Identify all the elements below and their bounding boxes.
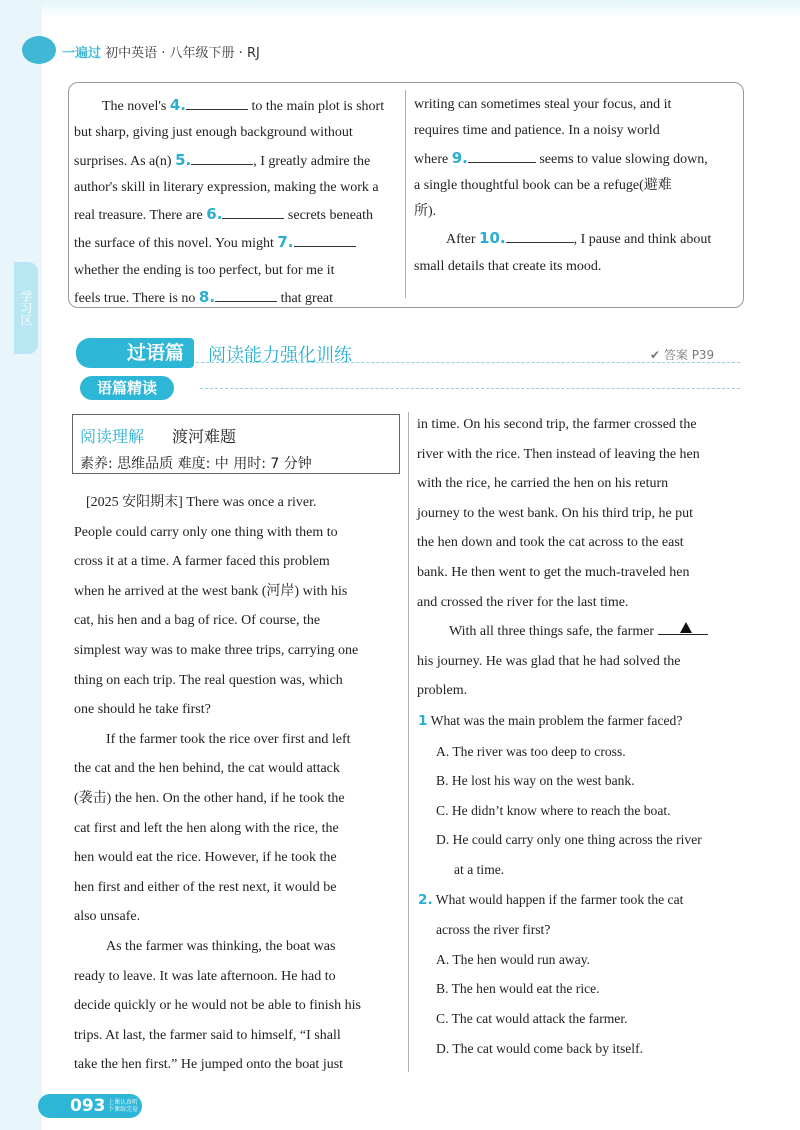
page-header bbox=[62, 42, 260, 61]
passage-line: the hen down and took the cat across to the east bbox=[417, 535, 684, 551]
page-number: 093 bbox=[70, 1096, 106, 1116]
passage-line: bank. He then went to get the much-traveled hen bbox=[417, 564, 690, 580]
passage-line: when he arrived at the west bank (河岸) with his bbox=[74, 583, 348, 599]
option[interactable]: A. The river was too deep to cross. bbox=[436, 743, 626, 759]
passage-line: (袭击) the hen. On the other hand, if he took the bbox=[74, 790, 345, 806]
passage-column-divider bbox=[408, 412, 409, 1072]
blank-7[interactable] bbox=[294, 232, 356, 247]
option[interactable]: B. The hen would eat the rice. bbox=[436, 981, 600, 997]
passage-line: journey to the west bank. On his third trip, he put bbox=[417, 505, 694, 521]
option[interactable]: C. He didn’t know where to reach the boat. bbox=[436, 802, 671, 818]
passage-line: in time. On his second trip, the farmer crossed the bbox=[417, 417, 697, 432]
header-title: 初中英语 · 八年级下册 · RJ bbox=[105, 46, 260, 61]
top-wave-decoration bbox=[0, 0, 800, 18]
passage-line: river with the rice. Then instead of leaving the hen bbox=[417, 446, 700, 462]
option-continuation: at a time. bbox=[454, 861, 505, 877]
question-meta: 素养: 思维品质 难度: 中 用时: 7 分钟 bbox=[80, 456, 312, 472]
cloze-left-column bbox=[74, 92, 398, 312]
passage-line: cat, his hen and a bag of rice. Of course, the bbox=[74, 613, 321, 629]
text-line: but sharp, giving just enough background without bbox=[74, 125, 353, 141]
mascot-icon bbox=[22, 36, 56, 64]
option[interactable]: D. He could carry only one thing across the river bbox=[436, 832, 702, 848]
blank-8[interactable] bbox=[215, 287, 277, 302]
option[interactable]: A. The hen would run away. bbox=[436, 951, 591, 967]
text-line: The novel's 4. to the main plot is short bbox=[102, 96, 385, 114]
cloze-right-column bbox=[414, 92, 738, 280]
text-line: surprises. As a(n) 5. , I greatly admire the bbox=[74, 150, 371, 169]
text-line: writing can sometimes steal your focus, and it bbox=[414, 97, 672, 112]
triangle-icon bbox=[680, 622, 692, 633]
option[interactable]: C. The cat would attack the farmer. bbox=[436, 1010, 628, 1026]
blank-10[interactable] bbox=[506, 228, 574, 243]
passage-line: with the rice, he carried the hen on his return bbox=[417, 476, 669, 492]
passage-line: and crossed the river for the last time. bbox=[417, 594, 629, 610]
blank-5[interactable] bbox=[191, 150, 253, 165]
passage-line: take the hen first.” He jumped onto the boat just bbox=[74, 1057, 344, 1073]
passage-line: one should he take first? bbox=[74, 702, 211, 718]
passage-line: [2025 安阳期末] There was once a river. bbox=[86, 495, 317, 510]
column-divider bbox=[405, 90, 406, 298]
sub-section-banner: 语篇精读 bbox=[80, 376, 174, 400]
text-line: requires time and patience. In a noisy world bbox=[414, 123, 660, 139]
section-banner: 过语篇 bbox=[76, 338, 194, 368]
passage-left-column bbox=[74, 488, 402, 1080]
passage-line: his journey. He was glad that he had solved the bbox=[417, 653, 681, 669]
passage-line: As the farmer was thinking, the boat was bbox=[106, 938, 336, 954]
answer-reference: ✔ 答案 P39 bbox=[650, 348, 715, 362]
passage-line: ready to leave. It was late afternoon. He had to bbox=[74, 968, 336, 984]
question-2: 2. What would happen if the farmer took the cat bbox=[418, 891, 684, 908]
text-line: feels true. There is no 8. that great bbox=[74, 288, 334, 307]
text-line: small details that create its mood. bbox=[414, 258, 602, 274]
text-line: author's skill in literary expression, making the work a bbox=[74, 179, 379, 195]
passage-line: thing on each trip. The real question was, which bbox=[74, 672, 343, 688]
text-line: the surface of this novel. You might 7. bbox=[74, 229, 398, 257]
passage-right-column bbox=[417, 410, 747, 706]
sub-banner-dashed-line bbox=[200, 388, 740, 390]
text-line: whether the ending is too perfect, but for me it bbox=[74, 262, 335, 278]
passage-line: also unsafe. bbox=[74, 909, 141, 925]
passage-line: the cat and the hen behind, the cat would attack bbox=[74, 761, 340, 777]
passage-line: hen first and either of the rest next, it would be bbox=[74, 879, 337, 895]
blank-4[interactable] bbox=[186, 95, 248, 110]
option[interactable]: D. The cat would come back by itself. bbox=[436, 1040, 643, 1056]
passage-line: hen would eat the rice. However, if he took the bbox=[74, 850, 337, 866]
option[interactable]: B. He lost his way on the west bank. bbox=[436, 773, 635, 789]
passage-line: problem. bbox=[417, 683, 468, 699]
question-type: 阅读理解 bbox=[80, 427, 145, 446]
passage-line: cat first and left the hen along with the rice, the bbox=[74, 820, 339, 836]
section-subtitle: 阅读能力强化训练 bbox=[208, 345, 352, 366]
header-brand: 一遍过 bbox=[62, 46, 102, 61]
question-topic: 渡河难题 bbox=[172, 427, 237, 446]
blank-triangle[interactable] bbox=[658, 620, 708, 635]
text-line: a single thoughtful book can be a refuge(避难 bbox=[414, 177, 672, 193]
passage-line: cross it at a time. A farmer faced this problem bbox=[74, 554, 330, 570]
blank-6[interactable] bbox=[222, 204, 284, 219]
question-2-line2: across the river first? bbox=[436, 922, 551, 938]
text-line: 所). bbox=[414, 204, 437, 220]
footer-note: 上课认真听 下课练完卷 bbox=[108, 1099, 139, 1113]
question-1: 1 What was the main problem the farmer faced? bbox=[418, 713, 683, 729]
passage-line: If the farmer took the rice over first and left bbox=[106, 731, 351, 747]
check-icon: ✔ bbox=[650, 348, 664, 362]
passage-line: trips. At last, the farmer said to himself, “I shall bbox=[74, 1027, 341, 1043]
text-line: where 9. seems to value slowing down, bbox=[414, 148, 708, 167]
passage-line: decide quickly or he would not be able to finish his bbox=[74, 998, 361, 1014]
passage-line: People could carry only one thing with them to bbox=[74, 524, 338, 540]
text-line: After 10. , I pause and think about bbox=[446, 229, 712, 248]
text-line: real treasure. There are 6. secrets beneath bbox=[74, 205, 374, 224]
blank-9[interactable] bbox=[468, 148, 536, 163]
questions-block bbox=[418, 706, 748, 1063]
side-tab: 学习区 bbox=[14, 262, 38, 354]
passage-line: simplest way was to make three trips, carrying one bbox=[74, 642, 359, 658]
passage-line: With all three things safe, the farmer bbox=[417, 617, 747, 647]
left-margin-strip bbox=[0, 0, 42, 1130]
